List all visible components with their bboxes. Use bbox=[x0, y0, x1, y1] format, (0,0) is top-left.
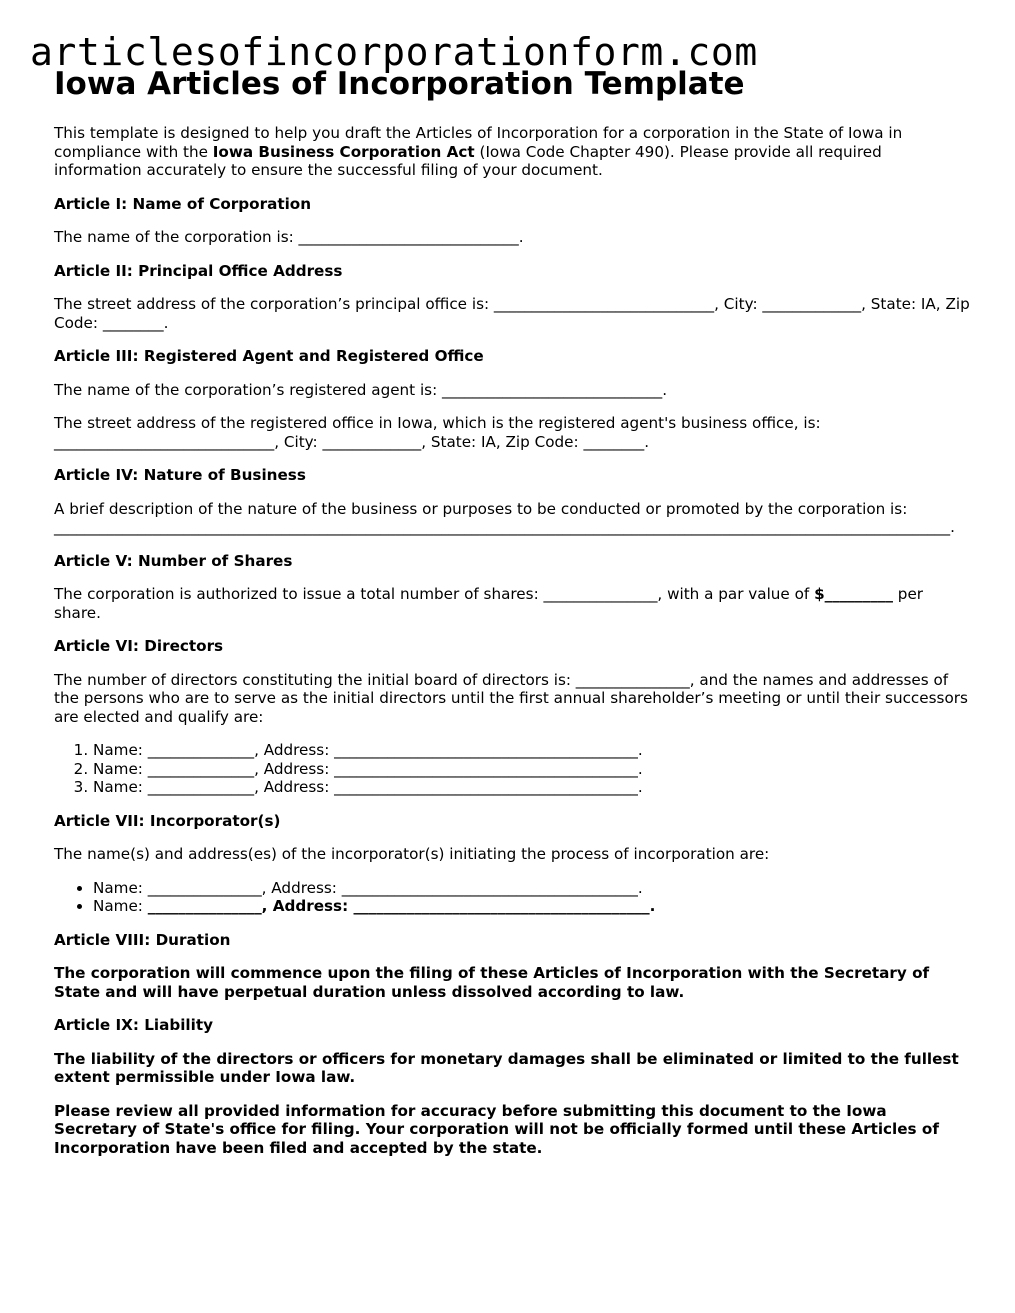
incorporator-item-2 bbox=[93, 897, 972, 916]
article-1-text: The name of the corporation is: _____________________________. bbox=[54, 228, 524, 246]
article-4-blank-line: ______________________________________________________________________________________________________________________. bbox=[54, 518, 955, 536]
page-title: Iowa Articles of Incorporation Template bbox=[54, 66, 745, 102]
director-item-3: 3. Name: ______________, Address: ________________________________________. bbox=[93, 778, 972, 797]
article-9-text: The liability of the directors or officers for monetary damages shall be eliminated or limited to the fullest extent permissible under Iowa law. bbox=[54, 1049, 959, 1086]
article-5-text-1: The corporation is authorized to issue a total number of shares: _______________, with a par value of bbox=[54, 585, 815, 603]
article-5-text-2: per share. bbox=[54, 585, 924, 622]
article-7-text: The name(s) and address(es) of the incorporator(s) initiating the process of incorporation are: bbox=[54, 845, 770, 863]
director-item-1: 1. Name: ______________, Address: ________________________________________. bbox=[93, 741, 972, 760]
article-4-heading: Article IV: Nature of Business bbox=[54, 466, 306, 484]
director-item-2: 2. Name: ______________, Address: ________________________________________. bbox=[93, 760, 972, 779]
article-5-par-value: $_________ bbox=[814, 585, 893, 603]
site-watermark: articlesofincorporationform.com bbox=[30, 30, 758, 74]
article-5-heading: Article V: Number of Shares bbox=[54, 551, 293, 570]
article-2-text: The street address of the corporation’s principal office is: _____________________________, City: _____________, State: IA, Zip Code: ________. bbox=[54, 295, 970, 332]
article-6-text: The number of directors constituting the initial board of directors is: _______________, and the names and addresses of the persons who are to serve as the initial directors until the first annual shareholder’s meeting or until their successors are elected and qualify are: bbox=[54, 670, 968, 726]
intro-paragraph bbox=[54, 124, 972, 180]
article-2-heading: Article II: Principal Office Address bbox=[54, 261, 343, 280]
incorporator-item-1: • Name: _______________, Address: _______________________________________. bbox=[93, 879, 972, 898]
directors-list bbox=[54, 741, 972, 797]
article-3-agent-text: The name of the corporation’s registered agent is: _____________________________. bbox=[54, 380, 668, 399]
incorporators-list bbox=[54, 879, 972, 916]
article-4-text: A brief description of the nature of the business or purposes to be conducted or promoted by the corporation is: bbox=[54, 499, 908, 518]
incorporator-item-2-fields: _______________, Address: _______________________________________. bbox=[147, 897, 656, 915]
article-4-paragraph bbox=[54, 500, 972, 537]
closing-note: Please review all provided information for accuracy before submitting this document to the Iowa Secretary of State's office for filing. Your corporation will not be officially formed until these Articles of Incorporation have been filed and accepted by the state. bbox=[54, 1101, 939, 1157]
intro-act-name: Iowa Business Corporation Act bbox=[212, 142, 475, 161]
intro-text-2: (Iowa Code Chapter 490). Please provide all required information accurately to ensure the successful filing of your document. bbox=[54, 142, 882, 179]
article-6-heading: Article VI: Directors bbox=[54, 637, 224, 655]
article-7-heading: Article VII: Incorporator(s) bbox=[54, 811, 281, 830]
article-3-office-text: The street address of the registered office in Iowa, which is the registered agent's business office, is: _____________________________, City: _____________, State: IA, Zip Code: ________. bbox=[54, 414, 821, 451]
intro-text-1: This template is designed to help you draft the Articles of Incorporation for a corporation in the State of Iowa in compliance with the bbox=[54, 124, 903, 161]
article-1-heading: Article I: Name of Corporation bbox=[54, 194, 312, 213]
article-9-heading: Article IX: Liability bbox=[54, 1016, 214, 1034]
incorporator-item-2-label: Name: bbox=[93, 897, 148, 915]
article-8-heading: Article VIII: Duration bbox=[54, 930, 231, 949]
article-8-text: The corporation will commence upon the filing of these Articles of Incorporation with the Secretary of State and will have perpetual duration unless dissolved according to law. bbox=[54, 964, 930, 1001]
document-body bbox=[54, 64, 972, 1172]
article-3-heading: Article III: Registered Agent and Registered Office bbox=[54, 347, 484, 365]
article-5-paragraph bbox=[54, 585, 972, 622]
